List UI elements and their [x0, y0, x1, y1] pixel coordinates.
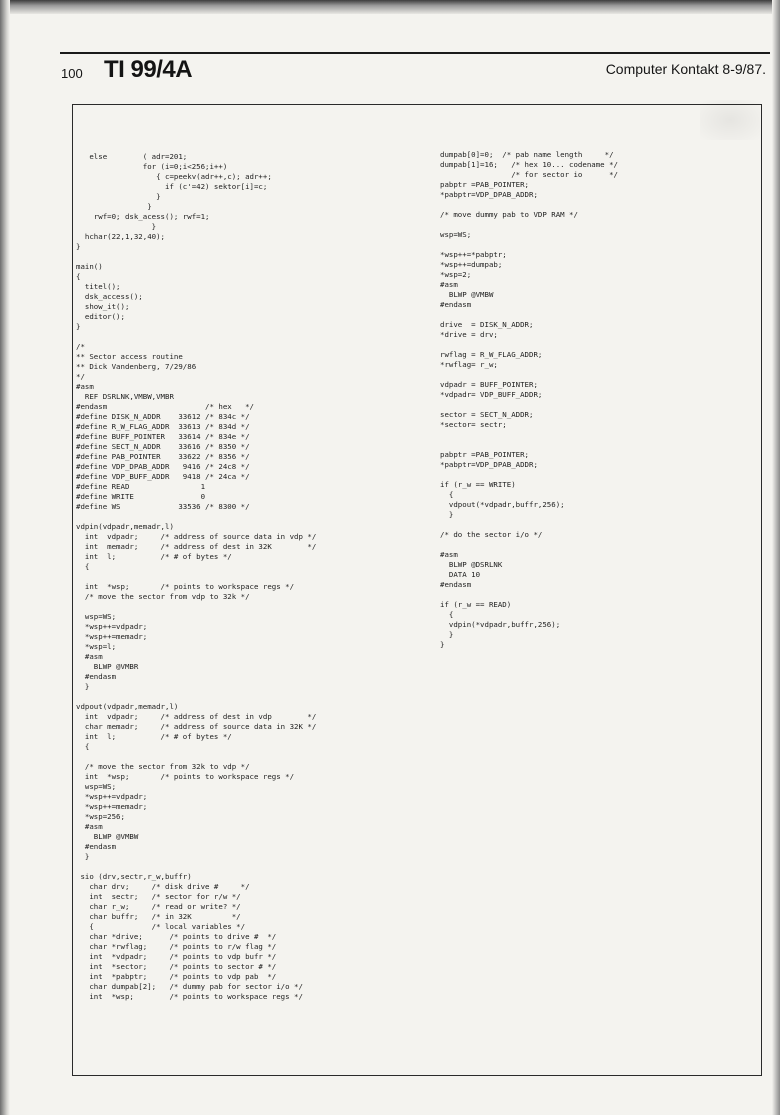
scan-right-edge — [772, 0, 780, 1115]
page-number: 100 — [61, 66, 83, 81]
section-title: TI 99/4A — [104, 56, 193, 83]
scan-top-edge — [0, 0, 780, 14]
scan-smudge — [700, 100, 760, 140]
code-listing-right-column: dumpab[0]=0; /* pab name length */ dumpab[1]=16; /* hex 10... codename */ /* for sector io */ pabptr =PAB_POINTER; *pabptr=VDP_DPAB_ADDR; /* move dummy pab to VDP RAM */ wsp=WS; *wsp++=*pabptr; *wsp++=dumpab; *wsp=2; #asm BLWP @VMBW #endasm drive = DISK_N_ADDR; *drive = drv; rwflag = R_W_FLAG_ADDR; *rwflag= r_w; vdpadr = BUFF_POINTER; *vdpadr= VDP_BUFF_ADDR; sector = SECT_N_ADDR; *sector= sectr; pabptr =PAB_POINTER; *pabptr=VDP_DPAB_ADDR; if (r_w == WRITE) { vdpout(*vdpadr,buffr,256); } /* do the sector i/o */ #asm BLWP @DSRLNK DATA 10 #endasm if (r_w == READ) { vdpin(*vdpadr,buffr,256); } } — [440, 150, 618, 649]
magazine-issue: Computer Kontakt 8-9/87. — [605, 61, 766, 77]
scan-left-edge — [0, 0, 10, 1115]
code-listing-left-column: else ( adr=201; for (i=0;i<256;i++) { c=peekv(adr++,c); adr++; if (c'=42) sektor[i]=c; } } rwf=0; dsk_acess(); rwf=1; } hchar(22,1,32,40); } main() { titel(); dsk_access(); show_it(); editor(); } /* ** Sector access routine ** Dick Vandenberg, 7/29/86 */ #asm REF DSRLNK,VMBW,VMBR #endasm /* hex */ #define DISK_N_ADDR 33612 /* 834c */ #define R_W_FLAG_ADDR 33613 /* 834d */ #define BUFF_POINTER 33614 /* 834e */ #define SECT_N_ADDR 33616 /* 8350 */ #define PAB_POINTER 33622 /* 8356 */ #define VDP_DPAB_ADDR 9416 /* 24c8 */ #define VDP_BUFF_ADDR 9418 /* 24ca */ #define READ 1 #define WRITE 0 #define WS 33536 /* 8300 */ vdpin(vdpadr,memadr,l) int vdpadr; /* address of source data in vdp */ int memadr; /* address of dest in 32K */ int l; /* # of bytes */ { int *wsp; /* points to workspace regs */ /* move the sector from vdp to 32k */ wsp=WS; *wsp++=vdpadr; *wsp++=memadr; *wsp=l; #asm BLWP @VMBR #endasm } vdpout(vdpadr,memadr,l) int vdpadr; /* address of dest in vdp */ char memadr; /* address of source data in 32K */ int l; /* # of bytes */ { /* move the sector from 32k to vdp */ int *wsp; /* points to workspace regs */ wsp=WS; *wsp++=vdpadr; *wsp++=memadr; *wsp=256; #asm BLWP @VMBW #endasm } sio (drv,sectr,r_w,buffr) char drv; /* disk drive # */ int sectr; /* sector for r/w */ char r_w; /* read or write? */ char buffr; /* in 32K */ { /* local variables */ char *drive; /* points to drive # */ char *rwflag; /* points to r/w flag */ int *vdpadr; /* points to vdp bufr */ int *sector; /* points to sector # */ int *pabptr; /* points to vdp pab */ char dumpab[2]; /* dummy pab for sector i/o */ int *wsp; /* points to workspace regs */ — [76, 152, 317, 1001]
header-rule — [60, 52, 770, 54]
